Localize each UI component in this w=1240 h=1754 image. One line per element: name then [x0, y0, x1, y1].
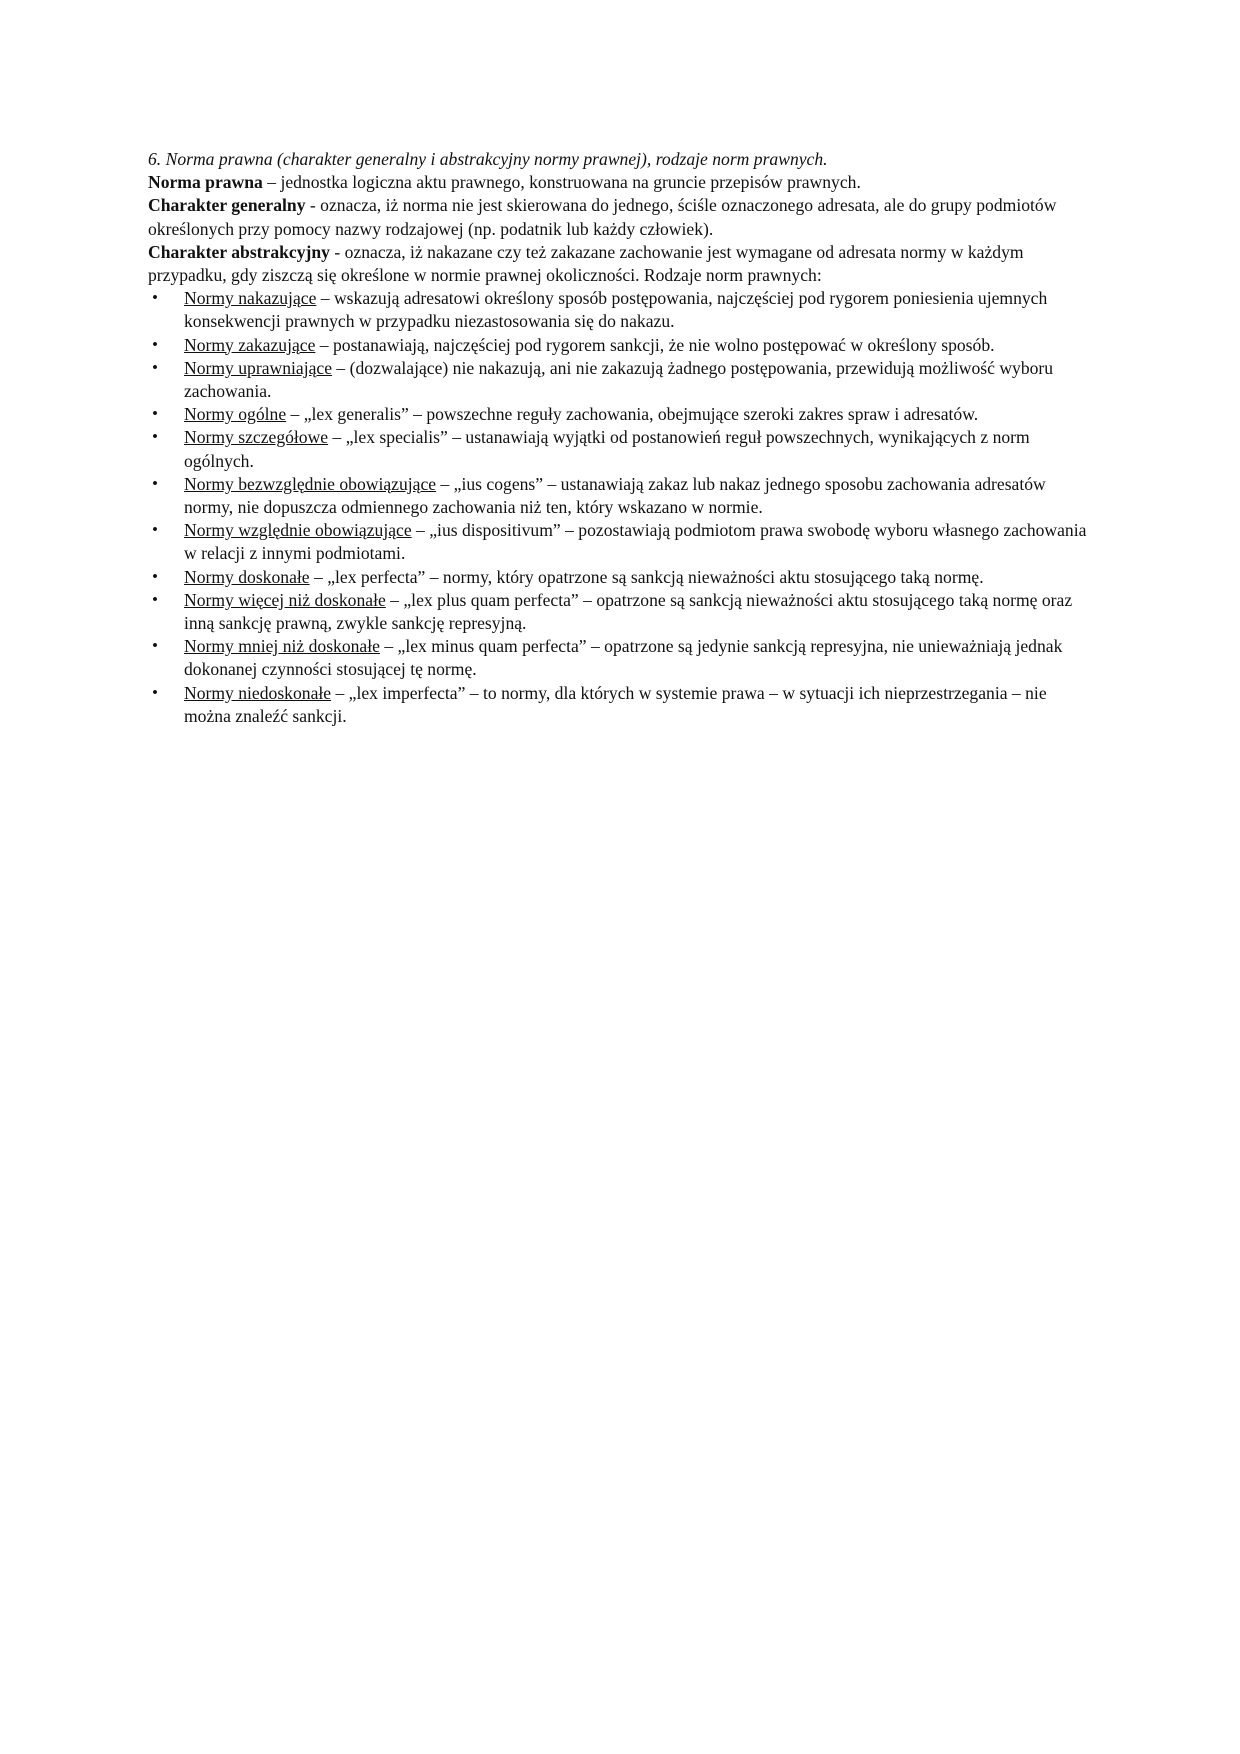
norm-type-description: – „lex imperfecta” – to normy, dla których w systemie prawa – w sytuacji ich nieprzestrzegania – nie można znaleźć sankcji. — [184, 682, 1047, 726]
list-item — [148, 519, 1093, 565]
general-character-text: - oznacza, iż norma nie jest skierowana do jednego, ściśle oznaczonego adresata, ale do grupy podmiotów określonych przy pomocy nazwy rodzajowej (np. podatnik lub każdy człowiek). — [148, 195, 1057, 239]
norm-type-description: – „lex plus quam perfecta” – opatrzone są sankcją nieważności aktu stosującego taką normę oraz inną sankcję prawną, zwykle sankcję represyjną. — [184, 589, 1073, 634]
norm-type-description: – postanawiają, najczęściej pod rygorem sankcji, że nie wolno postępować w określony sposób. — [315, 334, 995, 355]
list-item — [148, 566, 1093, 589]
bullet-icon: • — [152, 475, 158, 492]
list-item — [148, 287, 1093, 333]
definition-text: – jednostka logiczna aktu prawnego, konstruowana na gruncie przepisów prawnych. — [262, 172, 861, 193]
list-item — [148, 473, 1093, 519]
list-item — [148, 334, 1093, 357]
bullet-icon: • — [152, 359, 158, 376]
bullet-icon: • — [152, 684, 158, 701]
bullet-icon: • — [152, 522, 158, 539]
list-item — [148, 357, 1093, 403]
abstract-character-term: Charakter abstrakcyjny — [148, 241, 330, 262]
bullet-icon: • — [152, 591, 158, 608]
general-character-paragraph — [148, 194, 1093, 240]
norm-type-term: Normy uprawniające — [184, 357, 333, 378]
abstract-character-text: - oznacza, iż nakazane czy też zakazane zachowanie jest wymagane od adresata normy w każdym przypadku, gdy ziszczą się określone w normie prawnej okoliczności. Rodzaje norm prawnych: — [148, 241, 1024, 286]
list-item — [148, 589, 1093, 635]
bullet-icon: • — [152, 406, 158, 423]
norm-type-description: – „lex minus quam perfecta” – opatrzone są jedynie sankcją represyjna, nie unieważniają jednak dokonanej czynności stosującej tę normę. — [184, 636, 1063, 680]
bullet-icon: • — [152, 429, 158, 446]
list-item — [148, 403, 1093, 426]
definition-paragraph — [148, 171, 1093, 194]
general-character-term: Charakter generalny — [148, 195, 306, 216]
norm-type-description: – „lex perfecta” – normy, który opatrzone są sankcją nieważności aktu stosującego taką normę. — [309, 566, 984, 587]
norm-type-term: Normy doskonałe — [184, 566, 310, 587]
document-page — [148, 148, 1093, 728]
norm-type-description: – „ius dispositivum” – pozostawiają podmiotom prawa swobodę wyboru własnego zachowania w relacji z innymi podmiotami. — [184, 520, 1087, 564]
norm-type-description: – „ius cogens” – ustanawiają zakaz lub nakaz jednego sposobu zachowania adresatów normy, nie dopuszcza odmiennego zachowania niż ten, który wskazano w normie. — [184, 473, 1046, 518]
norm-type-description: – (dozwalające) nie nakazują, ani nie zakazują żadnego postępowania, przewidują możliwość wyboru zachowania. — [184, 357, 1054, 402]
list-item — [148, 682, 1093, 728]
norm-type-term: Normy niedoskonałe — [184, 682, 332, 703]
bullet-icon: • — [152, 290, 158, 307]
list-item — [148, 426, 1093, 472]
norm-type-term: Normy względnie obowiązujące — [184, 520, 412, 541]
norm-type-term: Normy zakazujące — [184, 334, 316, 355]
norm-type-description: – wskazują adresatowi określony sposób postępowania, najczęściej pod rygorem poniesienia ujemnych konsekwencji prawnych w przypadku niezastosowania się do nakazu. — [184, 288, 1048, 332]
norm-type-term: Normy nakazujące — [184, 288, 317, 309]
norm-type-description: – „lex generalis” – powszechne reguły zachowania, obejmujące szeroki zakres spraw i adresatów. — [286, 404, 979, 425]
norm-types-list — [148, 287, 1093, 728]
bullet-icon: • — [152, 568, 158, 585]
norm-type-term: Normy mniej niż doskonałe — [184, 636, 380, 657]
bullet-icon: • — [152, 336, 158, 353]
norm-type-term: Normy szczegółowe — [184, 427, 329, 448]
section-heading: 6. Norma prawna (charakter generalny i abstrakcyjny normy prawnej), rodzaje norm prawnych. — [148, 149, 828, 169]
list-item — [148, 635, 1093, 681]
norm-type-term: Normy bezwzględnie obowiązujące — [184, 473, 437, 494]
norm-type-term: Normy ogólne — [184, 404, 287, 425]
abstract-character-paragraph — [148, 241, 1093, 287]
norm-type-description: – „lex specialis” – ustanawiają wyjątki od postanowień reguł powszechnych, wynikających z norm ogólnych. — [184, 427, 1030, 471]
definition-term: Norma prawna — [148, 172, 263, 193]
bullet-icon: • — [152, 638, 158, 655]
norm-type-term: Normy więcej niż doskonałe — [184, 589, 386, 610]
